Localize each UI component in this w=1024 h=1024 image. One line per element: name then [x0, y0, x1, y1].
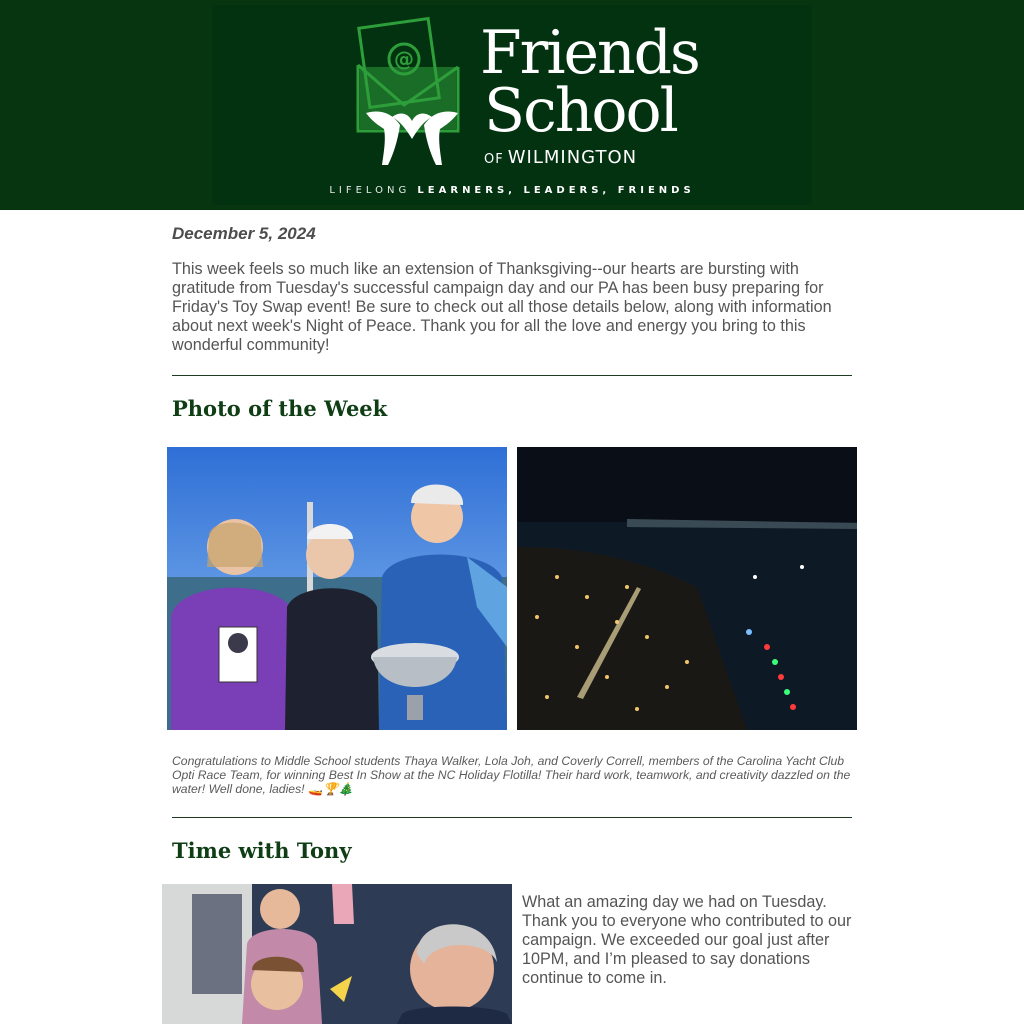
brand-name-line1: Friends: [480, 18, 699, 88]
school-logo-banner[interactable]: [212, 5, 812, 205]
flotilla-night-photo[interactable]: [517, 447, 857, 730]
brand-city: WILMINGTON: [507, 147, 638, 168]
tony-photo[interactable]: [162, 884, 512, 1024]
section-divider: [172, 817, 852, 818]
brand-name-line3: [484, 147, 637, 168]
flotilla-night-image: [517, 447, 857, 730]
tagline-values: LEARNERS, LEADERS, FRIENDS: [417, 185, 695, 196]
tony-message: What an amazing day we had on Tuesday. Thank you to everyone who contributed to our campaign. We exceeded our goal just after 10PM, and I’m pleased to say donations continue to come in.: [522, 893, 852, 987]
newsletter-date: December 5, 2024: [172, 224, 316, 243]
envelope-doves-logo-icon: [352, 13, 472, 173]
sailing-team-photo[interactable]: [167, 447, 507, 730]
sailing-team-image: [167, 447, 507, 730]
brand-of: OF: [484, 152, 504, 167]
tagline-lifelong: LIFELONG: [329, 185, 411, 196]
photo-caption: Congratulations to Middle School students Thaya Walker, Lola Joh, and Coverly Correll, members of the Carolina Yacht Club Opti Race Team, for winning Best In Show at the NC Holiday Flotilla! Their hard work, teamwork, and creativity dazzled on the water! Well done, ladies! 🚤🏆🎄: [172, 754, 851, 796]
section-divider: [172, 375, 852, 376]
newsletter-header: [0, 0, 1024, 210]
photo-of-week-heading: Photo of the Week: [172, 396, 388, 421]
time-with-tony-heading: Time with Tony: [172, 838, 352, 863]
intro-paragraph: This week feels so much like an extension of Thanksgiving--our hearts are bursting with gratitude from Tuesday's successful campaign day and our PA has been busy preparing for Friday's Toy Swap event! Be sure to check out all those details below, along with information about next week's Night of Peace. Thank you for all the love and energy you bring to this wonderful community!: [172, 260, 832, 354]
svg-text:@: @: [394, 47, 414, 71]
brand-name-line2: School: [484, 76, 677, 146]
tony-image: [162, 884, 512, 1024]
tagline: [212, 185, 812, 196]
